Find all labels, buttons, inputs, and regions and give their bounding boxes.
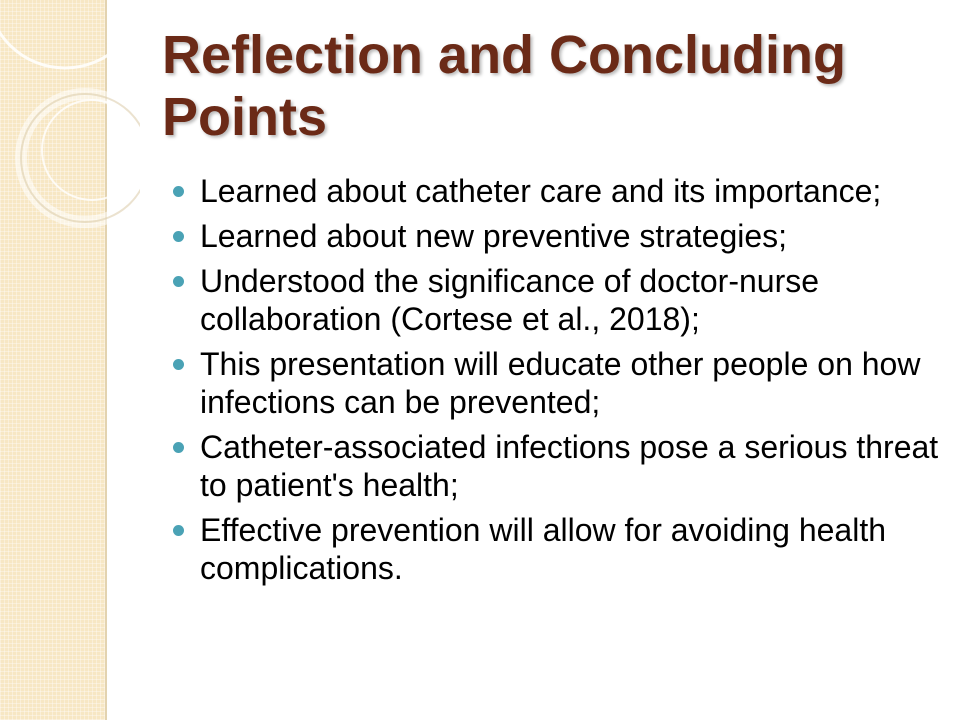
decorative-side-panel bbox=[0, 0, 105, 720]
bullet-text: Understood the significance of doctor-nurse collaboration (Cortese et al., 2018); bbox=[200, 263, 820, 337]
bullet-text: Learned about catheter care and its importance; bbox=[200, 173, 882, 209]
bullet-text: Catheter-associated infections pose a serious threat to patient's health; bbox=[200, 429, 939, 503]
bullet-item bbox=[170, 217, 940, 255]
bullet-text: Effective prevention will allow for avoiding health complications. bbox=[200, 512, 887, 586]
bullet-dot-icon bbox=[173, 525, 184, 536]
bullet-dot-icon bbox=[173, 231, 184, 242]
bullet-item bbox=[170, 428, 940, 504]
bullet-text: This presentation will educate other people on how infections can be prevented; bbox=[200, 346, 921, 420]
bullet-dot-icon bbox=[173, 186, 184, 197]
bullet-item bbox=[170, 345, 940, 421]
bullet-item bbox=[170, 262, 940, 338]
bullet-dot-icon bbox=[173, 442, 184, 453]
bullet-text: Learned about new preventive strategies; bbox=[200, 218, 788, 254]
bullet-item bbox=[170, 172, 940, 210]
bullet-item bbox=[170, 511, 940, 587]
bullet-list bbox=[170, 172, 940, 594]
bullet-dot-icon bbox=[173, 359, 184, 370]
bullet-dot-icon bbox=[173, 276, 184, 287]
panel-divider bbox=[105, 0, 107, 720]
slide-title: Reflection and Concluding Points bbox=[162, 25, 846, 147]
